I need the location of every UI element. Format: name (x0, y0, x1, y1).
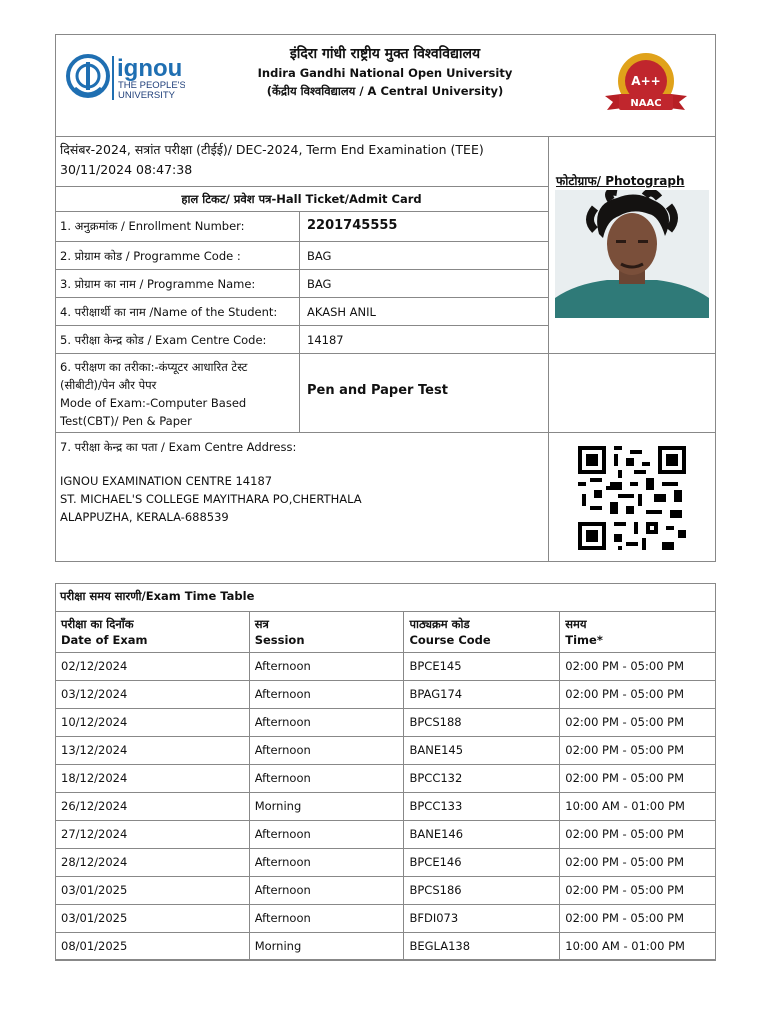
course-cell: BPCE146 (404, 849, 560, 877)
address-line-3: ALAPPUZHA, KERALA-688539 (60, 510, 229, 524)
time-cell: 02:00 PM - 05:00 PM (560, 849, 716, 877)
header-divider (55, 136, 716, 137)
table-row (56, 821, 716, 849)
course-cell: BEGLA138 (404, 933, 560, 961)
time-table-title: परीक्षा समय सारणी/Exam Time Table (60, 589, 255, 603)
logo-wordmark: ignou (117, 55, 183, 82)
course-cell: BANE146 (404, 821, 560, 849)
session-cell: Afternoon (249, 737, 404, 765)
date-cell: 10/12/2024 (56, 709, 250, 737)
course-cell: BPCS188 (404, 709, 560, 737)
hall-ticket-title: हाल टिकट/ प्रवेश पत्र-Hall Ticket/Admit Card (55, 186, 549, 212)
course-cell: BANE145 (404, 737, 560, 765)
date-cell: 03/01/2025 (56, 877, 250, 905)
session-cell: Afternoon (249, 821, 404, 849)
session-cell: Afternoon (249, 709, 404, 737)
time-cell: 02:00 PM - 05:00 PM (560, 653, 716, 681)
mode-label-line-4: Test(CBT)/ Pen & Paper (60, 414, 192, 428)
detail-value-programme-code: BAG (300, 242, 549, 270)
mode-label-line-1: 6. परीक्षण का तरीका:-कंप्यूटर आधारित टेस्ट (60, 360, 248, 374)
time-cell: 02:00 PM - 05:00 PM (560, 737, 716, 765)
date-cell: 02/12/2024 (56, 653, 250, 681)
table-row (56, 681, 716, 709)
mode-of-exam-label (55, 354, 300, 433)
logo-tagline-1: THE PEOPLE'S (118, 80, 185, 91)
time-cell: 02:00 PM - 05:00 PM (560, 821, 716, 849)
university-name-hindi: इंदिरा गांधी राष्ट्रीय मुक्त विश्वविद्यालय (289, 46, 481, 62)
course-cell: BPCC133 (404, 793, 560, 821)
photo-label: फोटोग्राफ/ Photograph (556, 174, 685, 188)
naac-seal (603, 50, 689, 120)
date-cell: 13/12/2024 (56, 737, 250, 765)
session-cell: Afternoon (249, 681, 404, 709)
header-time: समय Time* (560, 612, 716, 653)
photo-cell-divider (549, 353, 716, 354)
table-row (56, 709, 716, 737)
session-cell: Morning (249, 793, 404, 821)
session-cell: Afternoon (249, 653, 404, 681)
course-cell: BPAG174 (404, 681, 560, 709)
time-table-header-row (56, 612, 716, 653)
ignou-logo (65, 48, 185, 104)
course-cell: BFDI073 (404, 905, 560, 933)
table-row (56, 905, 716, 933)
qr-code-icon (578, 446, 686, 550)
address-label: 7. परीक्षा केन्द्र का पता / Exam Centre Address: (60, 440, 297, 454)
course-cell: BPCE145 (404, 653, 560, 681)
time-cell: 02:00 PM - 05:00 PM (560, 905, 716, 933)
address-line-1: IGNOU EXAMINATION CENTRE 14187 (60, 474, 273, 488)
session-cell: Morning (249, 933, 404, 961)
date-cell: 26/12/2024 (56, 793, 250, 821)
university-name-english: Indira Gandhi National Open University (257, 66, 513, 80)
session-cell: Afternoon (249, 905, 404, 933)
exam-centre-address (60, 438, 540, 526)
detail-value-programme-name: BAG (300, 270, 549, 298)
course-cell: BPCC132 (404, 765, 560, 793)
student-portrait-image (555, 190, 709, 318)
date-cell: 27/12/2024 (56, 821, 250, 849)
time-cell: 10:00 AM - 01:00 PM (560, 793, 716, 821)
detail-label-enrollment: 1. अनुक्रमांक / Enrollment Number: (55, 212, 300, 242)
table-row (56, 849, 716, 877)
time-cell: 02:00 PM - 05:00 PM (560, 765, 716, 793)
time-cell: 02:00 PM - 05:00 PM (560, 681, 716, 709)
header-course-code: पाठ्यक्रम कोड Course Code (404, 612, 560, 653)
mode-label-line-2: (सीबीटी)/पेन और पेपर (60, 378, 157, 392)
session-cell: Afternoon (249, 765, 404, 793)
exam-heading (60, 140, 545, 180)
table-row (56, 737, 716, 765)
photo-cell-bottom (549, 432, 716, 433)
address-line-2: ST. MICHAEL'S COLLEGE MAYITHARA PO,CHERTHALA (60, 492, 362, 506)
mode-of-exam-value: Pen and Paper Test (300, 354, 549, 433)
detail-label-student-name: 4. परीक्षार्थी का नाम /Name of the Student: (55, 298, 300, 326)
time-cell: 02:00 PM - 05:00 PM (560, 877, 716, 905)
table-row (56, 653, 716, 681)
detail-label-centre-code: 5. परीक्षा केन्द्र कोड / Exam Centre Code: (55, 326, 300, 354)
exam-title: दिसंबर-2024, सत्रांत परीक्षा (टीईई)/ DEC-2024, Term End Examination (TEE) (60, 142, 484, 157)
table-row (56, 877, 716, 905)
course-cell: BPCS186 (404, 877, 560, 905)
date-cell: 08/01/2025 (56, 933, 250, 961)
detail-value-centre-code: 14187 (300, 326, 549, 354)
date-cell: 03/01/2025 (56, 905, 250, 933)
exam-time-table (55, 611, 716, 961)
mode-label-line-3: Mode of Exam:-Computer Based (60, 396, 247, 410)
detail-label-programme-code: 2. प्रोग्राम कोड / Programme Code : (55, 242, 300, 270)
date-cell: 18/12/2024 (56, 765, 250, 793)
table-row (56, 765, 716, 793)
table-row (56, 933, 716, 961)
university-title (190, 44, 580, 100)
detail-label-programme-name: 3. प्रोग्राम का नाम / Programme Name: (55, 270, 300, 298)
naac-grade: A++ (631, 74, 661, 88)
logo-tagline-2: UNIVERSITY (118, 90, 176, 101)
naac-label: NAAC (630, 98, 662, 109)
qr-code (578, 446, 686, 550)
header-date: परीक्षा का दिनाँक Date of Exam (56, 612, 250, 653)
session-cell: Afternoon (249, 877, 404, 905)
student-photo (555, 190, 709, 318)
exam-timestamp: 30/11/2024 08:47:38 (60, 162, 193, 177)
table-row (56, 793, 716, 821)
university-status: (केंद्रीय विश्वविद्यालय / A Central University) (266, 84, 504, 98)
naac-badge-icon (603, 50, 689, 120)
date-cell: 28/12/2024 (56, 849, 250, 877)
header-session: सत्र Session (249, 612, 404, 653)
time-cell: 10:00 AM - 01:00 PM (560, 933, 716, 961)
session-cell: Afternoon (249, 849, 404, 877)
ignou-emblem-icon (65, 48, 185, 104)
time-cell: 02:00 PM - 05:00 PM (560, 709, 716, 737)
detail-value-student-name: AKASH ANIL (300, 298, 549, 326)
detail-value-enrollment: 2201745555 (300, 212, 549, 242)
date-cell: 03/12/2024 (56, 681, 250, 709)
